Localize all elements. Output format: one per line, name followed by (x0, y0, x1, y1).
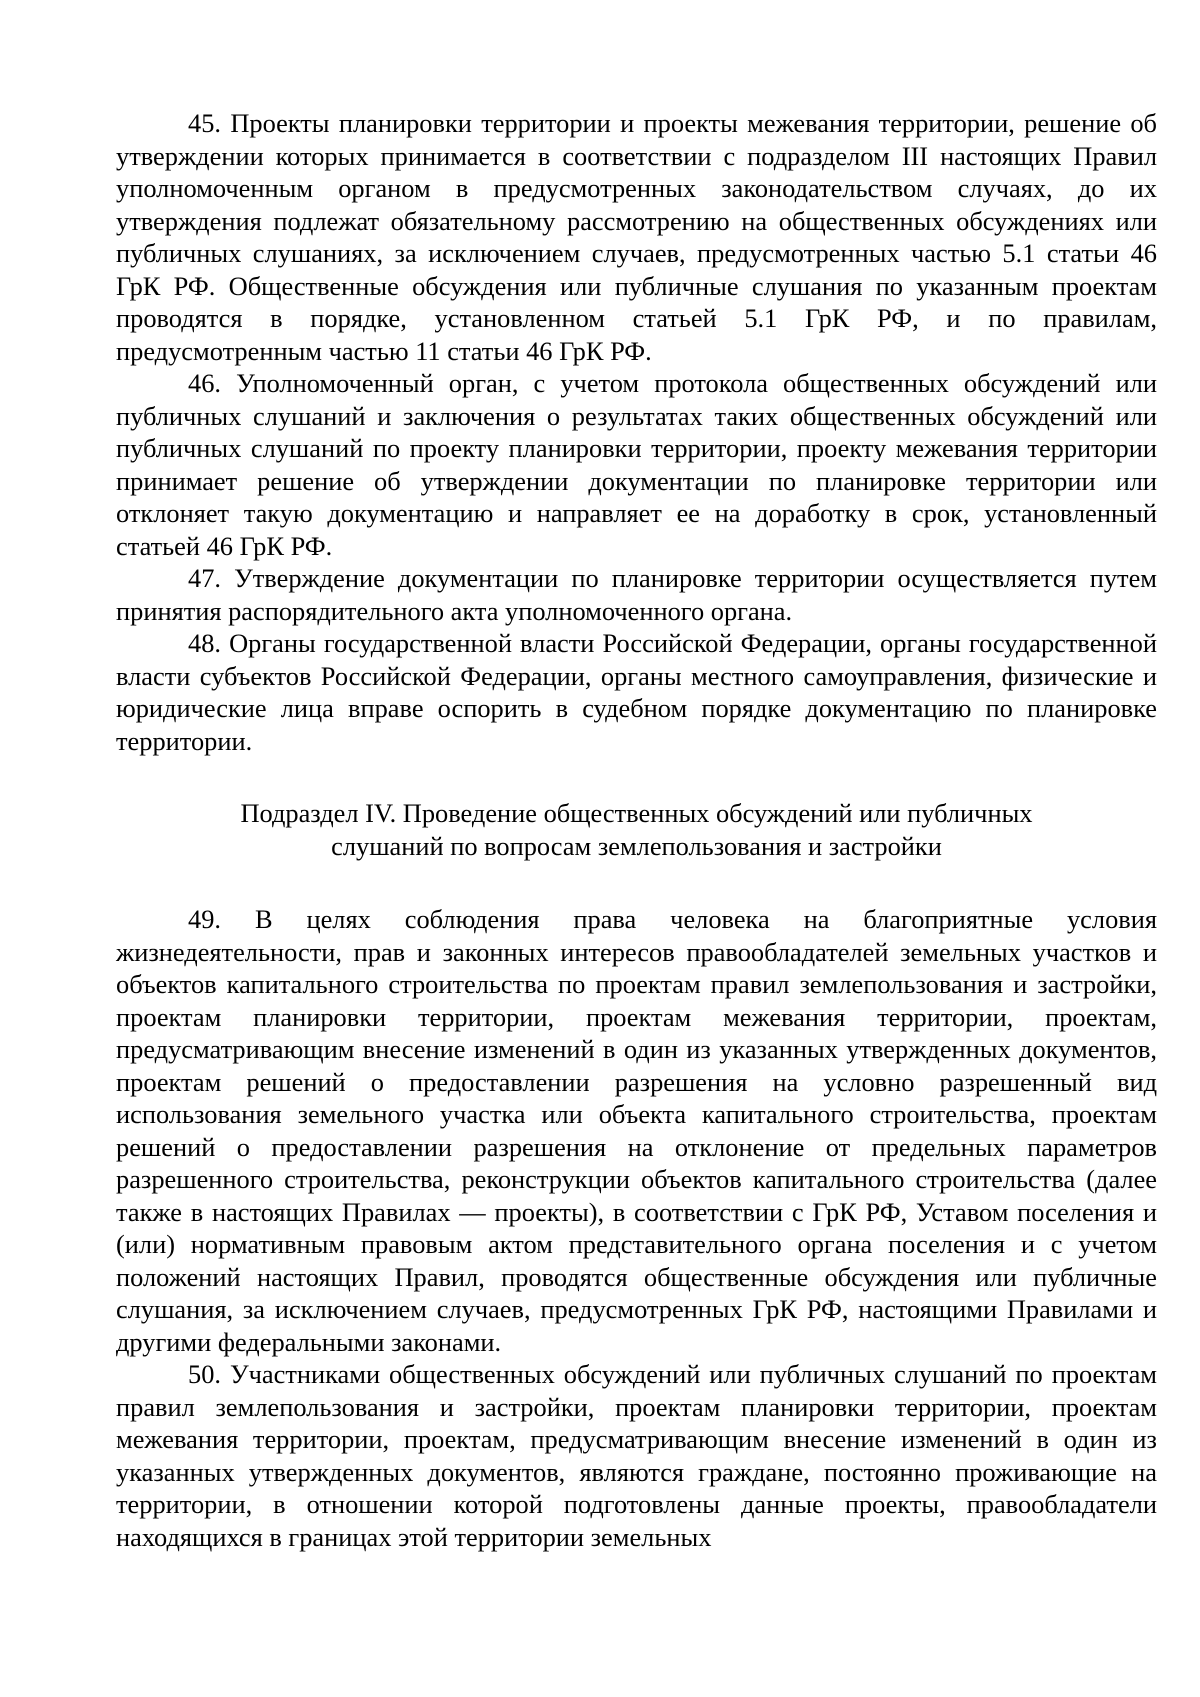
section-heading (116, 797, 1157, 863)
paragraph-number: 49. (188, 904, 221, 934)
paragraph-text: Уполномоченный орган, с учетом протокола общественных обсуждений или публичных слушаний и заключения о результатах таких общественных обсуждений или публичных слушаний по проекту планировки территории, проекту межевания территории принимает решение об утверждении документации по планировке территории или отклоняет такую документацию и направляет ее на доработку в срок, установленный статьей 46 ГрК РФ. (116, 368, 1157, 561)
paragraph-text: Проекты планировки территории и проекты межевания территории, решение об утверждении которых принимается в соответствии с подразделом III настоящих Правил уполномоченным органом в предусмотренных законодательством случаях, до их утверждения подлежат обязательному рассмотрению на общественных обсуждениях или публичных слушаниях, за исключением случаев, предусмотренных частью 5.1 статьи 46 ГрК РФ. Общественные обсуждения или публичные слушания по указанным проектам проводятся в порядке, установленном статьей 5.1 ГрК РФ, и по правилам, предусмотренным частью 11 статьи 46 ГрК РФ. (116, 108, 1157, 366)
paragraph-number: 45. (188, 108, 221, 138)
paragraph-number: 47. (188, 563, 221, 593)
paragraph-46 (116, 367, 1157, 562)
paragraph-number: 48. (188, 628, 221, 658)
paragraph-text: Утверждение документации по планировке территории осуществляется путем принятия распорядительного акта уполномоченного органа. (116, 563, 1157, 626)
paragraph-number: 50. (188, 1359, 221, 1389)
document-page (116, 107, 1157, 1553)
section-heading-line-2: слушаний по вопросам землепользования и застройки (331, 831, 942, 861)
section-heading-line-1: Подраздел IV. Проведение общественных обсуждений или публичных (240, 798, 1033, 828)
paragraph-text: Участниками общественных обсуждений или публичных слушаний по проектам правил землепользования и застройки, проектам планировки территории, проектам межевания территории, проектам, предусматривающим внесение изменений в один из указанных утвержденных документов, являются граждане, постоянно проживающие на территории, в отношении которой подготовлены данные проекты, правообладатели находящихся в границах этой территории земельных (116, 1359, 1157, 1552)
paragraph-50 (116, 1358, 1157, 1553)
paragraph-text: Органы государственной власти Российской Федерации, органы государственной власти субъектов Российской Федерации, органы местного самоуправления, физические и юридические лица вправе оспорить в судебном порядке документацию по планировке территории. (116, 628, 1157, 756)
paragraph-number: 46. (188, 368, 221, 398)
paragraph-45 (116, 107, 1157, 367)
paragraph-48 (116, 627, 1157, 757)
paragraph-text: В целях соблюдения права человека на благоприятные условия жизнедеятельности, прав и законных интересов правообладателей земельных участков и объектов капитального строительства по проектам правил землепользования и застройки, проектам планировки территории, проектам межевания территории, проектам, предусматривающим внесение изменений в один из указанных утвержденных документов, проектам решений о предоставлении разрешения на условно разрешенный вид использования земельного участка или объекта капитального строительства, проектам решений о предоставлении разрешения на отклонение от предельных параметров разрешенного строительства, реконструкции объектов капитального строительства (далее также в настоящих Правилах — проекты), в соответствии с ГрК РФ, Уставом поселения и (или) нормативным правовым актом представительного органа поселения и с учетом положений настоящих Правил, проводятся общественные обсуждения или публичные слушания, за исключением случаев, предусмотренных ГрК РФ, настоящими Правилами и другими федеральными законами. (116, 904, 1157, 1357)
paragraph-47 (116, 562, 1157, 627)
paragraph-49 (116, 903, 1157, 1358)
